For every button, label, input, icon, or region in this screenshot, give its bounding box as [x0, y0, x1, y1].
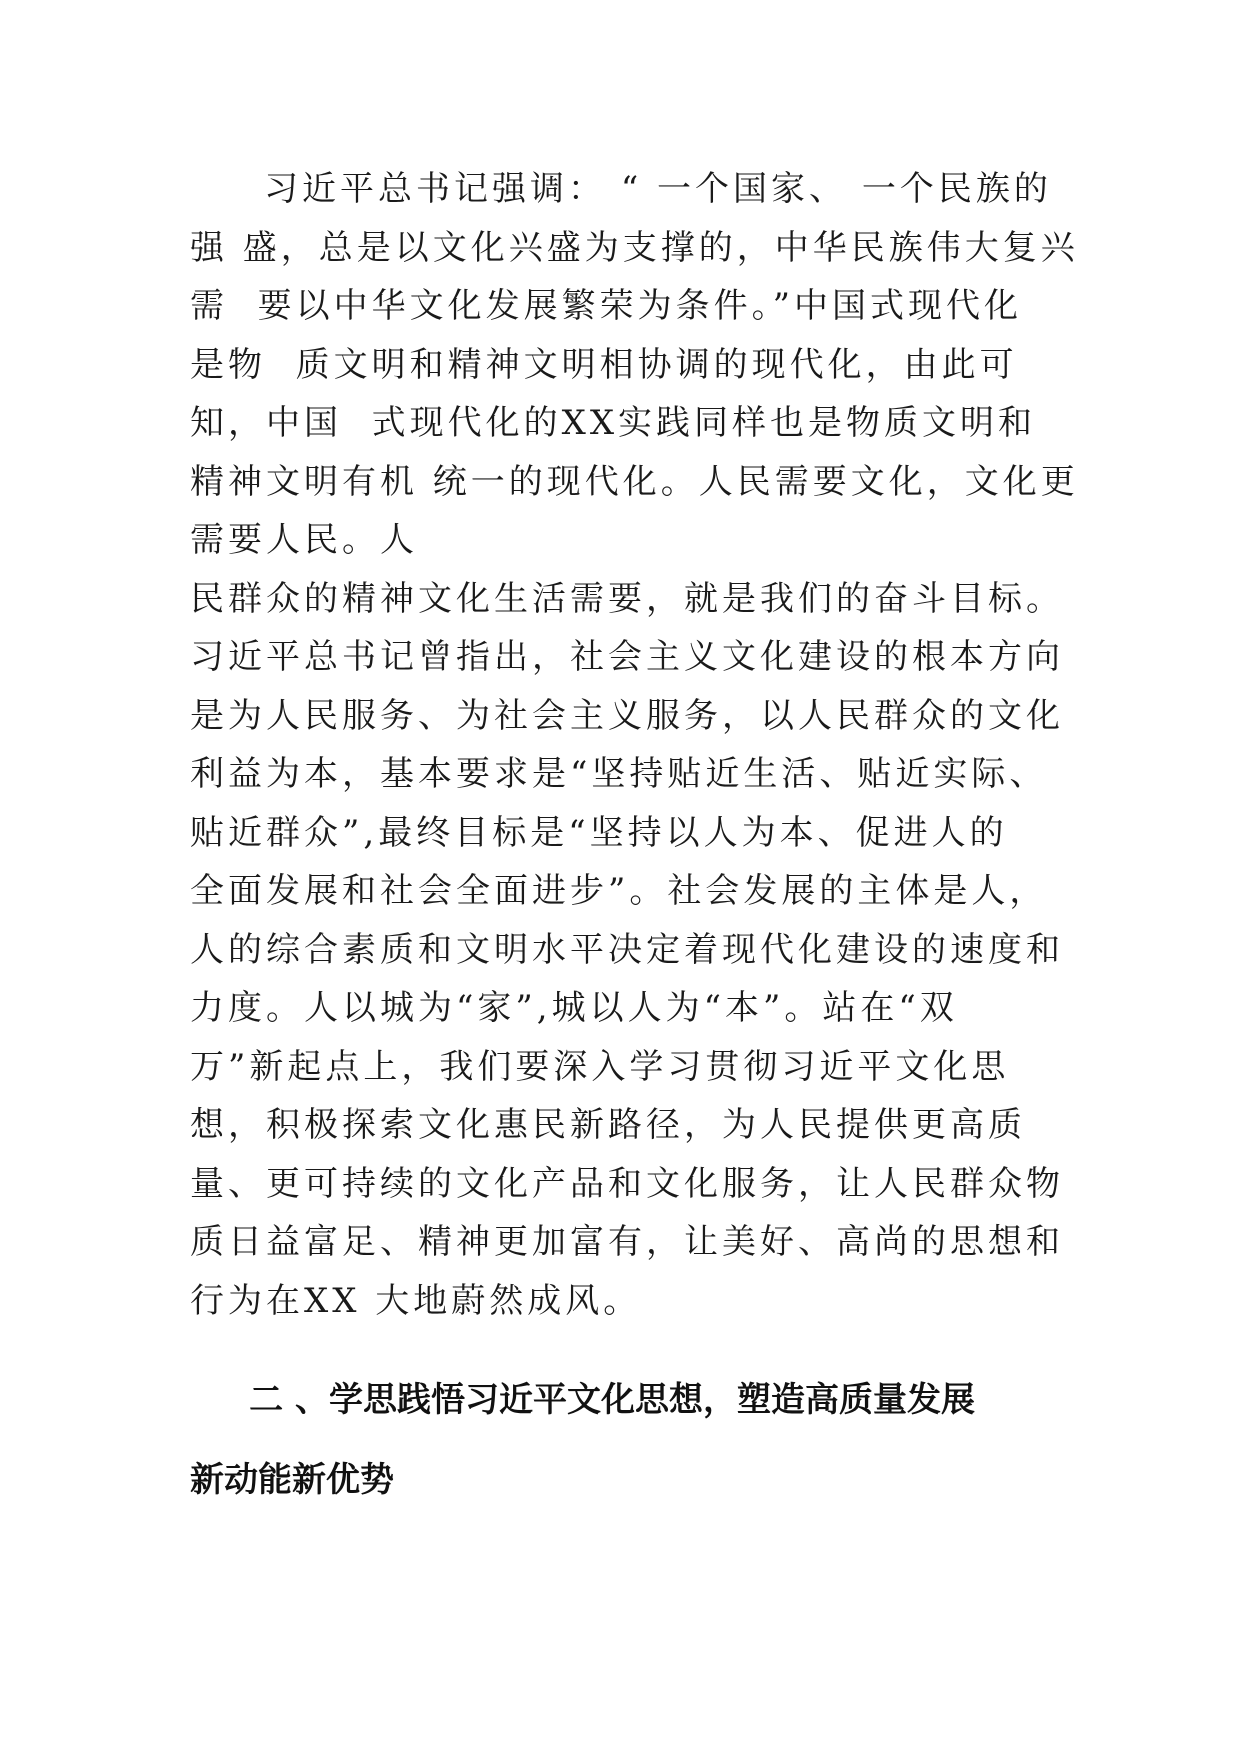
paragraph-line: 精神文明有机 统一的现代化。人民需要文化，文化更: [190, 461, 1079, 502]
paragraph-line: 需 要以中华文化发展繁荣为条件。”中国式现代化: [190, 286, 1022, 326]
paragraph-line: 万”新起点上，我们要深入学习贯彻习近平文化思: [190, 1046, 1010, 1087]
paragraph-line: 民群众的精神文化生活需要，就是我们的奋斗目标。: [190, 578, 1064, 619]
paragraph-line: 习近平总书记曾指出，社会主义文化建设的根本方向: [190, 637, 1064, 677]
paragraph-line: 利益为本，基本要求是“坚持贴近生活、贴近实际、: [190, 754, 1048, 794]
paragraph-line: 质日益富足、精神更加富有，让美好、高尚的思想和: [190, 1222, 1064, 1262]
paragraph-line: 习近平总书记强调： “ 一个国家、 一个民族的: [190, 169, 1052, 209]
body-paragraph: [190, 160, 1079, 1330]
paragraph-line: 需要人民。人: [190, 520, 418, 560]
paragraph-line: 行为在XX 大地蔚然成风。: [190, 1280, 642, 1321]
paragraph-line: 是为人民服务、为社会主义服务，以人民群众的文化: [190, 695, 1064, 736]
paragraph-line: 想，积极探索文化惠民新路径，为人民提供更高质: [190, 1105, 1026, 1145]
paragraph-line: 量、更可持续的文化产品和文化服务，让人民群众物: [190, 1163, 1064, 1204]
section-heading-line: 新动能新优势: [190, 1460, 394, 1500]
paragraph-line: 人的综合素质和文明水平决定着现代化建设的速度和: [190, 929, 1064, 970]
paragraph-line: 力度。人以城为“家”,城以人为“本”。站在“双: [190, 988, 958, 1028]
paragraph-line: 知，中国 式现代化的XX实践同样也是物质文明和: [190, 403, 1037, 443]
section-heading: [190, 1360, 1070, 1520]
paragraph-line: 是物 质文明和精神文明相协调的现代化，由此可: [190, 344, 1018, 385]
paragraph-line: 强 盛，总是以文化兴盛为支撑的，中华民族伟大复兴: [190, 227, 1079, 268]
section-heading-line: 二 、学思践悟习近平文化思想，塑造高质量发展: [190, 1380, 976, 1420]
paragraph-line: 全面发展和社会全面进步”。社会发展的主体是人，: [190, 871, 1048, 911]
paragraph-line: 贴近群众”,最终目标是“坚持以人为本、促进人的: [190, 812, 1008, 853]
